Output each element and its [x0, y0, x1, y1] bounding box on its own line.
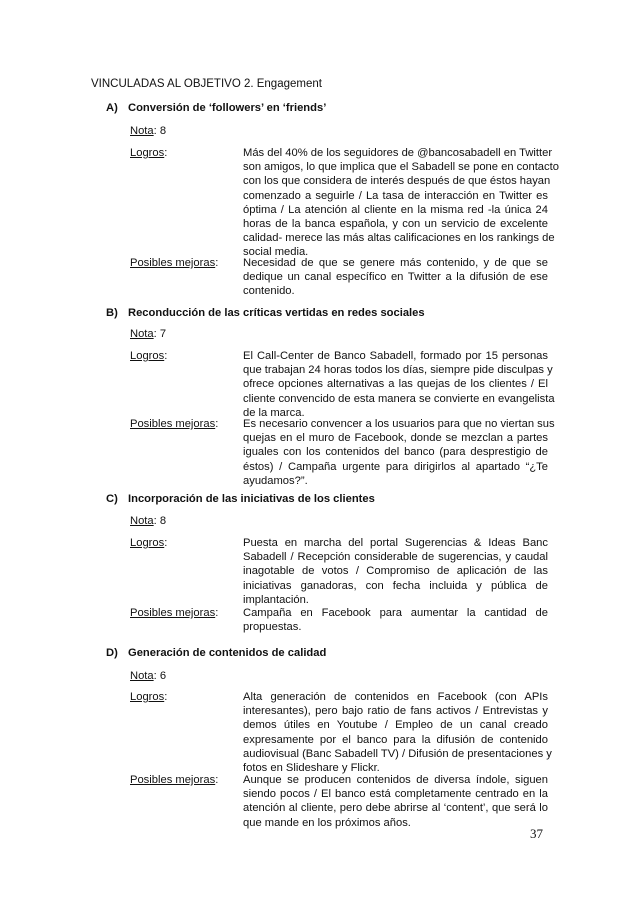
section-b-title — [106, 306, 425, 320]
section-a-nota — [130, 124, 166, 138]
page-number: 37 — [530, 826, 543, 841]
text-line: éstos) / Campaña urgente para dirigirlos al apartado “¿Te — [243, 460, 548, 473]
nota-value: : 8 — [153, 515, 167, 527]
section-c-mejoras-text — [243, 606, 548, 634]
section-a-mejoras-label — [130, 256, 218, 270]
text-line: El Call-Center de Banco Sabadell, formado por 15 personas — [243, 350, 548, 362]
section-b-logros-label — [130, 349, 167, 363]
mejoras-label: Posibles mejoras — [130, 418, 216, 430]
mejoras-label: Posibles mejoras — [130, 774, 216, 786]
nota-value: : 8 — [153, 125, 167, 137]
section-a-logros-text — [243, 146, 559, 260]
text-line: con los que considera de interés después de que éstos hayan — [243, 175, 551, 188]
section-letter: C) — [106, 493, 118, 505]
section-b-mejoras-text — [243, 417, 555, 488]
section-c-title — [106, 492, 375, 506]
text-line: Aunque se producen contenidos de diversa índole, siguen — [243, 774, 548, 786]
section-d-logros-label — [130, 690, 167, 704]
text-line: demos útiles en Youtube / Empleo de un canal creado — [243, 719, 548, 732]
section-title-text: Generación de contenidos de calidad — [128, 647, 327, 659]
nota-label: Nota — [130, 670, 154, 682]
text-line: iguales con los contenidos del banco (para desprestigio de — [243, 446, 548, 459]
logros-colon: : — [164, 350, 168, 362]
text-line: comenzado a seguirle / La tasa de interacción en Twitter es — [243, 189, 548, 202]
logros-colon: : — [164, 691, 168, 703]
section-c-logros-text — [243, 536, 548, 607]
mejoras-colon: : — [215, 607, 219, 619]
text-line: atención al cliente, pero debe abrirse al ‘content’, que será lo — [243, 802, 548, 815]
text-line: son amigos, lo que implica que el Sabadell se pone en contacto — [243, 161, 559, 174]
text-line: audiovisual (Banc Sabadell TV) / Difusión de presentaciones y — [243, 747, 552, 760]
nota-label: Nota — [130, 515, 154, 527]
section-d-mejoras-label — [130, 773, 218, 787]
section-title-text: Conversión de ‘followers’ en ‘friends’ — [128, 102, 327, 114]
text-line: contenido. — [243, 285, 295, 298]
section-d-logros-text — [243, 690, 552, 775]
section-d-title — [106, 646, 326, 660]
section-a-logros-label — [130, 146, 167, 160]
text-line: de la marca. — [243, 406, 305, 419]
text-line: Puesta en marcha del portal Sugerencias & Ideas Banc — [243, 537, 548, 549]
section-a-title — [106, 101, 326, 115]
nota-value: : 7 — [153, 328, 167, 340]
text-line: siendo pocos / El banco está completamente centrado en la — [243, 788, 548, 801]
section-letter: B) — [106, 307, 118, 319]
text-line: que mande en los próximos años. — [243, 816, 411, 829]
text-line: inagotable de votos / Compromiso de aplicación de las — [243, 565, 548, 578]
text-line: social media. — [243, 246, 309, 259]
section-title-text: Reconducción de las críticas vertidas en redes sociales — [128, 307, 425, 319]
section-b-nota — [130, 327, 166, 341]
text-line: interesantes), pero bajo ratio de fans activos / Entrevistas y — [243, 705, 548, 718]
text-line: Necesidad de que se genere más contenido, y de que se — [243, 257, 548, 269]
text-line: dedique un canal específico en Twitter a la difusión de ese — [243, 271, 548, 284]
section-b-mejoras-label — [130, 417, 218, 431]
mejoras-colon: : — [215, 418, 219, 430]
section-c-nota — [130, 514, 166, 528]
nota-label: Nota — [130, 328, 154, 340]
text-line: ofrece opciones alternativas a las quejas de los clientes / El — [243, 378, 548, 391]
text-line: Campaña en Facebook para aumentar la cantidad de — [243, 607, 548, 619]
text-line: cliente convencido de esta manera se convierte en evangelista — [243, 392, 555, 405]
logros-colon: : — [164, 147, 168, 159]
text-line: Es necesario convencer a los usuarios para que no viertan sus — [243, 418, 555, 430]
text-line: que trabajan 24 horas todos los días, siempre pide disculpas y — [243, 364, 553, 377]
text-line: Más del 40% de los seguidores de @bancosabadell en Twitter — [243, 147, 553, 159]
section-d-nota — [130, 669, 166, 683]
mejoras-label: Posibles mejoras — [130, 257, 216, 269]
text-line: implantación. — [243, 593, 309, 606]
section-letter: A) — [106, 102, 118, 114]
text-line: Alta generación de contenidos en Facebook (con APIs — [243, 691, 548, 703]
text-line: expresamente por el banco para la difusión de contenido — [243, 733, 548, 746]
logros-label: Logros — [130, 147, 165, 159]
mejoras-colon: : — [215, 774, 219, 786]
text-line: calidad- merece las más altas calificaciones en los rankings de — [243, 232, 555, 245]
logros-label: Logros — [130, 350, 165, 362]
logros-label: Logros — [130, 537, 165, 549]
page-heading: VINCULADAS AL OBJETIVO 2. Engagement — [91, 78, 322, 90]
text-line: iniciativas ganadoras, con fecha incluida y pública de — [243, 579, 548, 592]
text-line: Sabadell / Recepción considerable de sugerencias, y caudal — [243, 551, 548, 564]
text-line: propuestas. — [243, 621, 302, 634]
mejoras-colon: : — [215, 257, 219, 269]
nota-value: : 6 — [153, 670, 167, 682]
section-c-logros-label — [130, 536, 167, 550]
logros-label: Logros — [130, 691, 165, 703]
section-title-text: Incorporación de las iniciativas de los clientes — [128, 493, 375, 505]
section-c-mejoras-label — [130, 606, 218, 620]
text-line: horas de la banca española, y con un servicio de excelente — [243, 218, 548, 231]
mejoras-label: Posibles mejoras — [130, 607, 216, 619]
text-line: ayudamos?”. — [243, 474, 308, 487]
nota-label: Nota — [130, 125, 154, 137]
text-line: quejas en el muro de Facebook, donde se mezclan a partes — [243, 432, 548, 445]
text-line: óptima / La atención al cliente en la misma red -la única 24 — [243, 203, 548, 216]
section-b-logros-text — [243, 349, 555, 420]
section-d-mejoras-text — [243, 773, 548, 830]
section-letter: D) — [106, 647, 118, 659]
logros-colon: : — [164, 537, 168, 549]
section-a-mejoras-text — [243, 256, 548, 299]
text-line: fotos en Slideshare y Flickr. — [243, 762, 380, 775]
